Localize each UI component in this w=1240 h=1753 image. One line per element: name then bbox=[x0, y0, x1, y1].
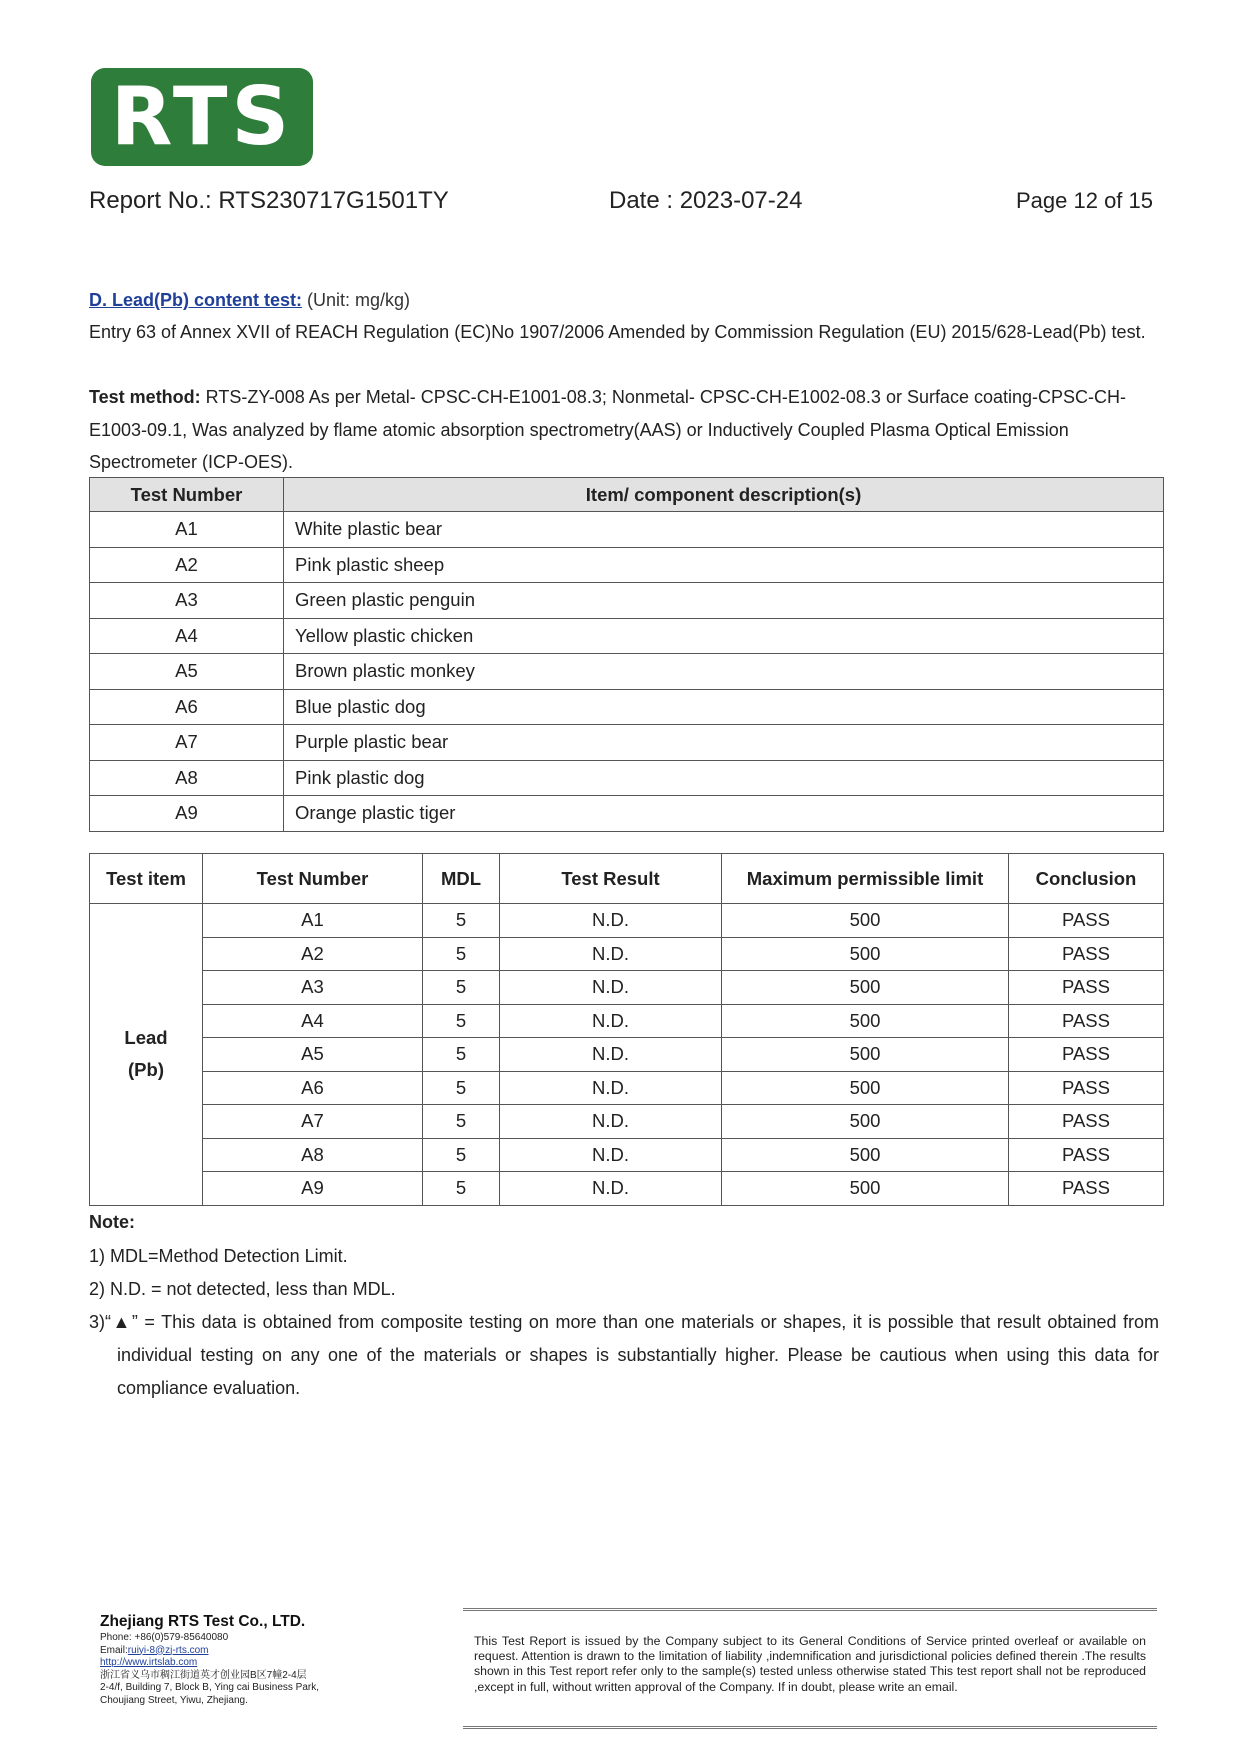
test-number-cell: A4 bbox=[90, 618, 284, 654]
conclusion-cell: PASS bbox=[1009, 1004, 1164, 1038]
footer-divider-bottom bbox=[463, 1726, 1157, 1729]
conclusion-cell: PASS bbox=[1009, 1172, 1164, 1206]
table-row bbox=[90, 512, 1164, 548]
test-item-symbol: (Pb) bbox=[128, 1059, 164, 1081]
report-date: Date : 2023-07-24 bbox=[609, 187, 803, 214]
column-header-max-limit: Maximum permissible limit bbox=[722, 854, 1009, 904]
page-number: Page 12 of 15 bbox=[1016, 188, 1154, 213]
column-header-description: Item/ component description(s) bbox=[284, 478, 1164, 512]
test-number-cell: A1 bbox=[90, 512, 284, 548]
mdl-cell: 5 bbox=[423, 971, 500, 1005]
components-table bbox=[89, 477, 1164, 832]
website-link[interactable]: http://www.irtslab.com bbox=[100, 1657, 198, 1668]
limit-cell: 500 bbox=[722, 971, 1009, 1005]
legal-disclaimer: This Test Report is issued by the Company subject to its General Conditions of Service printed overleaf or available on request. Attention is drawn to the limitation of liability ,indemnification and jurisdictional policies defined therein .The results shown in this Test report refer only to the sample(s) tested unless otherwise stated This test report shall not be reproduced ,except in full, without written approval of the Company. If in doubt, please write an email. bbox=[474, 1634, 1146, 1694]
description-cell: Blue plastic dog bbox=[284, 689, 1164, 725]
test-result-cell: N.D. bbox=[500, 1004, 722, 1038]
description-cell: Yellow plastic chicken bbox=[284, 618, 1164, 654]
table-row bbox=[90, 1105, 1164, 1139]
regulation-text: Entry 63 of Annex XVII of REACH Regulation (EC)No 1907/2006 Amended by Commission Regulation (EU) 2015/628-Lead(Pb) test. bbox=[89, 322, 1146, 342]
limit-cell: 500 bbox=[722, 1105, 1009, 1139]
address-en-line2: Choujiang Street, Yiwu, Zhejiang. bbox=[100, 1694, 248, 1706]
test-number-cell: A5 bbox=[203, 1038, 423, 1072]
conclusion-cell: PASS bbox=[1009, 937, 1164, 971]
mdl-cell: 5 bbox=[423, 1004, 500, 1038]
description-cell: Orange plastic tiger bbox=[284, 796, 1164, 832]
report-number: Report No.: RTS230717G1501TY bbox=[89, 187, 449, 214]
test-number-cell: A4 bbox=[203, 1004, 423, 1038]
rts-logo bbox=[91, 68, 313, 166]
note-item: 2) N.D. = not detected, less than MDL. bbox=[89, 1279, 396, 1299]
test-result-cell: N.D. bbox=[500, 1138, 722, 1172]
components-header-row bbox=[90, 478, 1164, 512]
website-line bbox=[100, 1657, 360, 1670]
table-row bbox=[90, 618, 1164, 654]
test-number-cell: A2 bbox=[203, 937, 423, 971]
mdl-cell: 5 bbox=[423, 937, 500, 971]
table-row bbox=[90, 796, 1164, 832]
email-link[interactable]: ruiyi-8@zj-rts.com bbox=[127, 1644, 209, 1656]
mdl-cell: 5 bbox=[423, 1105, 500, 1139]
test-number-cell: A9 bbox=[90, 796, 284, 832]
column-header-test-result: Test Result bbox=[500, 854, 722, 904]
test-item-name: Lead bbox=[124, 1027, 168, 1049]
address-cn: 浙江省义乌市稠江街道英才创业园B区7幢2-4层 bbox=[100, 1669, 307, 1681]
limit-cell: 500 bbox=[722, 1038, 1009, 1072]
test-number-cell: A3 bbox=[90, 583, 284, 619]
test-method-text: RTS-ZY-008 As per Metal- CPSC-CH-E1001-08.3; Nonmetal- CPSC-CH-E1002-08.3 or Surface coating-CPSC-CH-E1003-09.1, Was analyzed by flame atomic absorption spectrometry(AAS) or Inductively Coupled Plasma Optical Emission Spectrometer (ICP-OES). bbox=[89, 387, 1127, 472]
column-header-test-number: Test Number bbox=[203, 854, 423, 904]
conclusion-cell: PASS bbox=[1009, 1071, 1164, 1105]
note-item: 3)“▲” = This data is obtained from composite testing on more than one materials or shapes, it is possible that result obtained from individual testing on any one of the materials or shapes is substantially higher. Please be cautious when using this data for compliance evaluation. bbox=[89, 1312, 1159, 1398]
notes-title: Note: bbox=[89, 1212, 135, 1232]
description-cell: Brown plastic monkey bbox=[284, 654, 1164, 690]
table-row bbox=[90, 654, 1164, 690]
limit-cell: 500 bbox=[722, 1172, 1009, 1206]
section-unit: (Unit: mg/kg) bbox=[302, 290, 411, 310]
test-result-cell: N.D. bbox=[500, 937, 722, 971]
table-row bbox=[90, 1004, 1164, 1038]
test-item-cell bbox=[90, 904, 203, 1206]
test-number-cell: A2 bbox=[90, 547, 284, 583]
description-cell: Green plastic penguin bbox=[284, 583, 1164, 619]
limit-cell: 500 bbox=[722, 1004, 1009, 1038]
section-title-colon: : bbox=[296, 290, 303, 310]
test-method bbox=[89, 381, 1159, 479]
test-result-cell: N.D. bbox=[500, 1105, 722, 1139]
test-number-cell: A5 bbox=[90, 654, 284, 690]
column-header-test-number: Test Number bbox=[90, 478, 284, 512]
section-title-link[interactable]: D. Lead(Pb) content test bbox=[89, 290, 297, 310]
table-row bbox=[90, 904, 1164, 938]
conclusion-cell: PASS bbox=[1009, 971, 1164, 1005]
test-number-cell: A6 bbox=[203, 1071, 423, 1105]
table-row bbox=[90, 689, 1164, 725]
table-row bbox=[90, 725, 1164, 761]
test-number-cell: A3 bbox=[203, 971, 423, 1005]
test-number-cell: A9 bbox=[203, 1172, 423, 1206]
conclusion-cell: PASS bbox=[1009, 1138, 1164, 1172]
table-row bbox=[90, 937, 1164, 971]
test-number-cell: A6 bbox=[90, 689, 284, 725]
table-row bbox=[90, 547, 1164, 583]
description-cell: White plastic bear bbox=[284, 512, 1164, 548]
section-title bbox=[89, 284, 1159, 317]
logo-text: RTS bbox=[110, 70, 294, 163]
table-row bbox=[90, 1172, 1164, 1206]
test-number-cell: A1 bbox=[203, 904, 423, 938]
table-row bbox=[90, 971, 1164, 1005]
email-label: Email: bbox=[100, 1644, 128, 1656]
limit-cell: 500 bbox=[722, 904, 1009, 938]
conclusion-cell: PASS bbox=[1009, 1105, 1164, 1139]
mdl-cell: 5 bbox=[423, 1038, 500, 1072]
test-result-cell: N.D. bbox=[500, 971, 722, 1005]
test-method-label: Test method: bbox=[89, 387, 201, 407]
test-number-cell: A8 bbox=[90, 760, 284, 796]
results-header-row bbox=[90, 854, 1164, 904]
mdl-cell: 5 bbox=[423, 1071, 500, 1105]
conclusion-cell: PASS bbox=[1009, 1038, 1164, 1072]
test-result-cell: N.D. bbox=[500, 1172, 722, 1206]
address-en-line1: 2-4/f, Building 7, Block B, Ying cai Business Park, bbox=[100, 1682, 319, 1693]
mdl-cell: 5 bbox=[423, 904, 500, 938]
table-row bbox=[90, 1038, 1164, 1072]
column-header-test-item: Test item bbox=[90, 854, 203, 904]
test-number-cell: A7 bbox=[203, 1105, 423, 1139]
mdl-cell: 5 bbox=[423, 1138, 500, 1172]
note-item: 1) MDL=Method Detection Limit. bbox=[89, 1246, 348, 1266]
column-header-conclusion: Conclusion bbox=[1009, 854, 1164, 904]
conclusion-cell: PASS bbox=[1009, 904, 1164, 938]
test-result-cell: N.D. bbox=[500, 1038, 722, 1072]
table-row bbox=[90, 1138, 1164, 1172]
limit-cell: 500 bbox=[722, 937, 1009, 971]
limit-cell: 500 bbox=[722, 1071, 1009, 1105]
table-row bbox=[90, 1071, 1164, 1105]
company-email-line bbox=[100, 1645, 360, 1658]
description-cell: Purple plastic bear bbox=[284, 725, 1164, 761]
test-number-cell: A7 bbox=[90, 725, 284, 761]
company-name: Zhejiang RTS Test Co., LTD. bbox=[100, 1613, 306, 1630]
limit-cell: 500 bbox=[722, 1138, 1009, 1172]
company-phone: Phone: +86(0)579-85640080 bbox=[100, 1632, 229, 1643]
test-number-cell: A8 bbox=[203, 1138, 423, 1172]
column-header-mdl: MDL bbox=[423, 854, 500, 904]
table-row bbox=[90, 583, 1164, 619]
footer-divider-top bbox=[463, 1608, 1157, 1611]
mdl-cell: 5 bbox=[423, 1172, 500, 1206]
company-contact bbox=[100, 1612, 360, 1707]
description-cell: Pink plastic dog bbox=[284, 760, 1164, 796]
test-result-cell: N.D. bbox=[500, 1071, 722, 1105]
description-cell: Pink plastic sheep bbox=[284, 547, 1164, 583]
table-row bbox=[90, 760, 1164, 796]
results-table bbox=[89, 853, 1164, 1206]
test-result-cell: N.D. bbox=[500, 904, 722, 938]
